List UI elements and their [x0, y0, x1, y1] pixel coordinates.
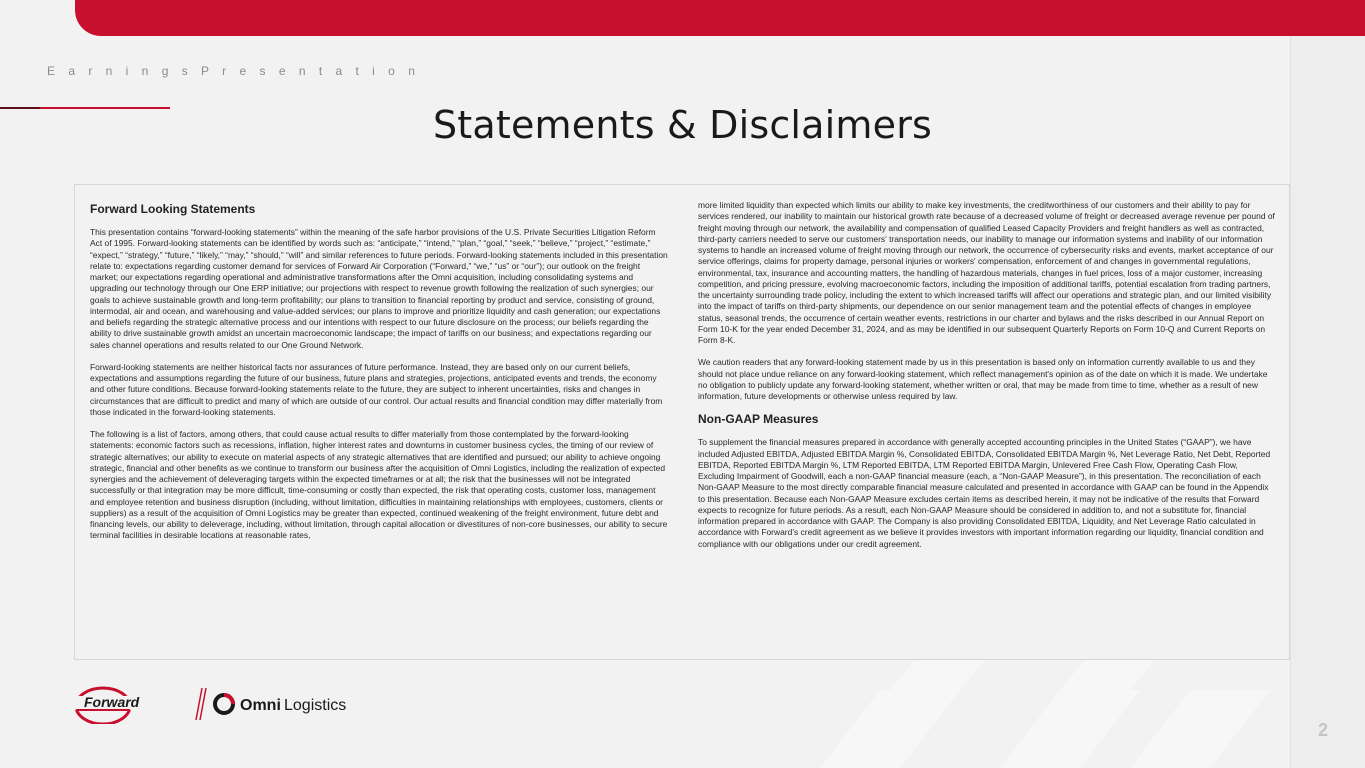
omni-logo-light: Logistics — [284, 697, 347, 714]
forward-looking-paragraph-1: This presentation contains “forward-looking statements” within the meaning of the safe harbor provisions of the U.S. Private Securities Litigation Reform Act of 1995. Forward-looking statements can be identified by words such as: “anticipate,” “intend,” “plan,” “goal,” “seek,” “believe,” “project,” “estimate,” “expect,” “strategy,” “future,” “likely,” “may,” “should,” “will” and similar references to future periods. Forward-looking statements included in this presentation relate to: expectations regarding customer demand for services of Forward Air Corporation (“Forward,” “we,” “us” or “our”); our outlook on the freight market; our expectations regarding operational and administrative transformations after the Omni acquisition, including consolidating systems and upgrading our technology through our One ERP initiative; our projections with respect to revenue growth following the realization of such synergies; our goals to achieve sustainable growth and long-term profitability; our plans to transition to financial reporting by product and service, consisting of ground, intermodal, air and ocean, and warehousing and value-added services; our plans to improve and prioritize liquidity and cash generation; our expectations and beliefs regarding the strategic alternative process and our intentions with respect to our future disclosure on the process; our beliefs regarding the ability to drive sustainable growth amidst an uncertain macroeconomic landscape; the impact of tariffs on our business; and expectations regarding our sales channel operations and results related to our One Ground Network. — [90, 227, 668, 350]
omni-logo-bold: Omni — [240, 697, 281, 714]
left-column — [90, 185, 668, 542]
right-column — [698, 185, 1276, 550]
caution-paragraph: We caution readers that any forward-looking statement made by us in this presentation is based only on information currently available to us and they should not place undue reliance on any forward-looking statement, which reflect management's opinion as of the date on which it is made. We undertake no obligation to publicly update any forward-looking statement, whether written or oral, that may be made from time to time, whether as a result of new information, future developments or otherwise unless required by law. — [698, 357, 1268, 401]
page-number: 2 — [1318, 720, 1329, 740]
forward-looking-paragraph-3: The following is a list of factors, among others, that could cause actual results to differ materially from those contemplated by the forward-looking statements: economic factors such as recessions, inflation, higher interest rates and downturns in customer business cycles, the timing of our review of strategic alternatives; our ability to execute on material aspects of any strategic alternatives that are identified and pursued; our ability to achieve ongoing strategic, financial and other benefits as we continue to transform our business after the acquisition of Omni Logistics, including the realization of expected synergies and the achievement of deleveraging targets within the expected timeframes or at all; the risk that the businesses will not be integrated successfully or that integration may be more difficult, time-consuming or costly than expected, the risk that operating costs, customer loss, management and employee retention and business disruption (including, without limitation, difficulties in maintaining relationships with employees, customers, clients or suppliers) as a result of the acquisition of Omni Logistics may be greater than expected, continued weakening of the freight environment, future debt and financing levels, our ability to deleverage, including, without limitation, through capital allocation or divestitures of non-core businesses, our ability to secure terminal facilities in desirable locations at reasonable rates, — [90, 429, 668, 541]
disclaimer-content-box — [74, 184, 1290, 660]
top-red-banner — [75, 0, 1365, 36]
omni-logistics-logo — [215, 695, 346, 714]
page-title: Statements & Disclaimers — [432, 103, 933, 147]
company-logos — [74, 684, 364, 724]
forward-looking-heading: Forward Looking Statements — [90, 202, 256, 216]
risk-factors-paragraph: more limited liquidity than expected which limits our ability to make key investments, the creditworthiness of our customers and their ability to pay for services rendered, our inability to maintain our historical growth rate because of a decreased volume of freight or decreased average revenue per pound of freight moving through our network, the availability and compensation of qualified Leased Capacity Providers and freight handlers as well as contracted, third-party carriers needed to serve our customers' transportation needs, our inability to manage our information systems and inability of our information systems to handle an increased volume of freight moving through our network, the occurrence of cybersecurity risks and events, market acceptance of our service offerings, claims for property damage, personal injuries or workers' compensation, enforcement of and changes in governmental regulations, environmental, tax, insurance and accounting matters, the handling of hazardous materials, changes in fuel prices, loss of a major customer, increasing competition, and pricing pressure, evolving macroeconomic factors, including the imposition of additional tariffs, potential escalation from trading partners, the uncertainty surrounding trade policy, including the extent to which increased tariffs will affect our operations and strategic plan, and our limited visibility into the impact of tariffs on third-party shipments, our dependence on our senior management team and the potential effects of changes in employee status, seasonal trends, the occurrence of certain weather events, restrictions in our charter and bylaws and the risks described in our Annual Report on Form 10-K for the year ended December 31, 2024, and as may be identified in our subsequent Quarterly Reports on Form 10-Q and Current Reports on Form 8-K. — [698, 200, 1275, 345]
forward-logo — [74, 688, 190, 724]
forward-looking-paragraph-2: Forward-looking statements are neither historical facts nor assurances of future performance. Instead, they are based only on our current beliefs, expectations and assumptions regarding the future of our business, future plans and strategies, projections, anticipated events and trends, the economy and other future conditions. Because forward-looking statements relate to the future, they are subject to inherent uncertainties, risks and changes in circumstances that are difficult to predict and many of which are outside of our control. Our actual results and financial condition may differ materially from those indicated in the forward-looking statements. — [90, 361, 663, 417]
non-gaap-heading: Non-GAAP Measures — [698, 412, 819, 427]
eyebrow-label: E a r n i n g s P r e s e n t a t i o n — [47, 64, 420, 78]
forward-logo-text: Forward — [84, 694, 140, 710]
non-gaap-paragraph: To supplement the financial measures prepared in accordance with generally accepted accounting principles in the United States (“GAAP”), we have included Adjusted EBITDA, Adjusted EBITDA Margin %, Consolidated EBITDA, Consolidated EBITDA Margin %, Net Leverage Ratio, Net Debt, Reported EBITDA, Reported EBITDA Margin %, LTM Reported EBITDA, LTM Reported EBITDA Margin, Unlevered Free Cash Flow, Operating Cash Flow, Excluding Impairment of Goodwill, each a non-GAAP financial measure (each, a “Non-GAAP Measure”), in this presentation. The reconciliation of each Non-GAAP Measure to the most directly comparable financial measure calculated and presented in accordance with GAAP can be found in the Appendix to this presentation. Because each Non-GAAP Measure excludes certain items as described herein, it may not be indicative of the results that Forward expects to recognize for future periods. As a result, each Non-GAAP Measure should be considered in addition to, and not a substitute for, financial information prepared in accordance with GAAP. The Company is also providing Consolidated EBITDA, Liquidity, and Net Leverage Ratio calculated in accordance with Forward’s credit agreement as we believe it provides investors with important information regarding our liquidity, financial condition and compliance with our obligations under our credit agreement. — [698, 437, 1271, 549]
